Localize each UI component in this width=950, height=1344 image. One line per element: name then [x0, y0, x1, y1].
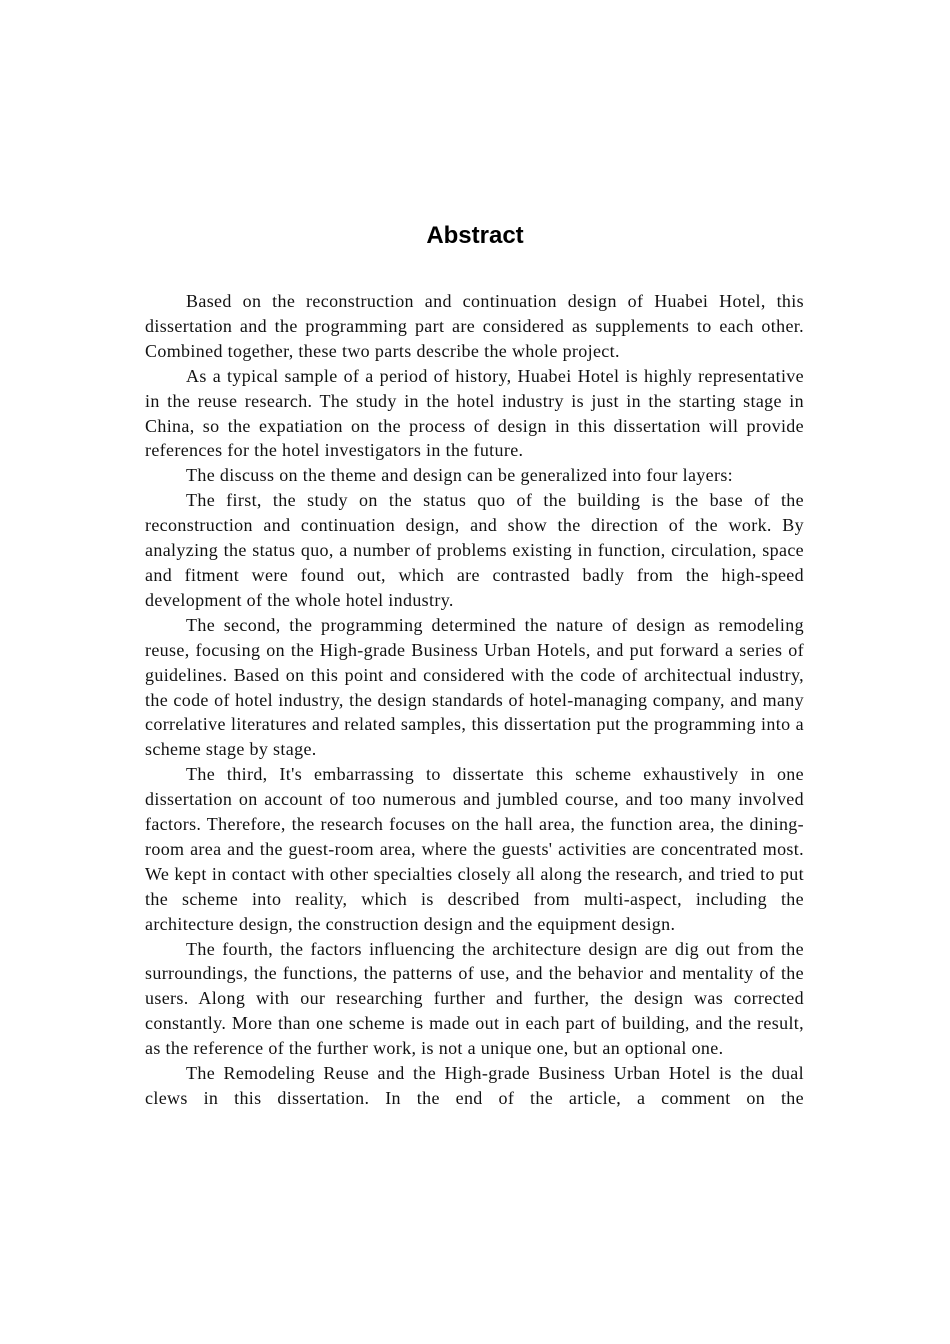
paragraph-5: The second, the programming determined the nature of design as remodeling reuse, focusing on the High-grade Business Urban Hotels, and put forward a series of guidelines. Based on this point and considered with the code of architectual industry, the code of hotel industry, the design standards of hotel-managing company, and many correlative literatures and related samples, this dissertation put the programming into a scheme stage by stage. — [145, 614, 804, 760]
paragraph-1: Based on the reconstruction and continuation design of Huabei Hotel, this dissertation and the programming part are considered as supplements to each other. Combined together, these two parts describe the whole project. — [145, 291, 804, 361]
page-title: Abstract — [426, 222, 524, 249]
paragraph-8: The Remodeling Reuse and the High-grade Business Urban Hotel is the dual clews in this dissertation. In the end of the article, a comment on the — [145, 1063, 804, 1108]
paragraph-6: The third, It's embarrassing to dissertate this scheme exhaustively in one dissertation on account of too numerous and jumbled course, and too many involved factors. Therefore, the research focuses on the hall area, the function area, the dining-room area and the guest-room area, where the guests' activities are concentrated most. We kept in contact with other specialties closely all along the research, and tried to put the scheme into reality, which is described from multi-aspect, including the architecture design, the construction design and the equipment design. — [145, 764, 804, 934]
paragraph-4: The first, the study on the status quo of the building is the base of the reconstruction and continuation design, and show the direction of the work. By analyzing the status quo, a number of problems existing in function, circulation, space and fitment were found out, which are contrasted badly from the high-speed development of the whole hotel industry. — [145, 490, 804, 610]
paragraph-7: The fourth, the factors influencing the architecture design are dig out from the surroundings, the functions, the patterns of use, and the behavior and mentality of the users. Along with our researching further and further, the design was corrected constantly. More than one scheme is made out in each part of building, and the result, as the reference of the further work, is not a unique one, but an optional one. — [145, 938, 804, 1059]
paragraph-2: As a typical sample of a period of history, Huabei Hotel is highly representative in the reuse research. The study in the hotel industry is just in the starting stage in China, so the expatiation on the process of design in this dissertation will provide references for the hotel investigators in the future. — [145, 365, 804, 461]
paragraph-3: The discuss on the theme and design can be generalized into four layers: — [186, 465, 734, 486]
abstract-body — [145, 289, 804, 1111]
